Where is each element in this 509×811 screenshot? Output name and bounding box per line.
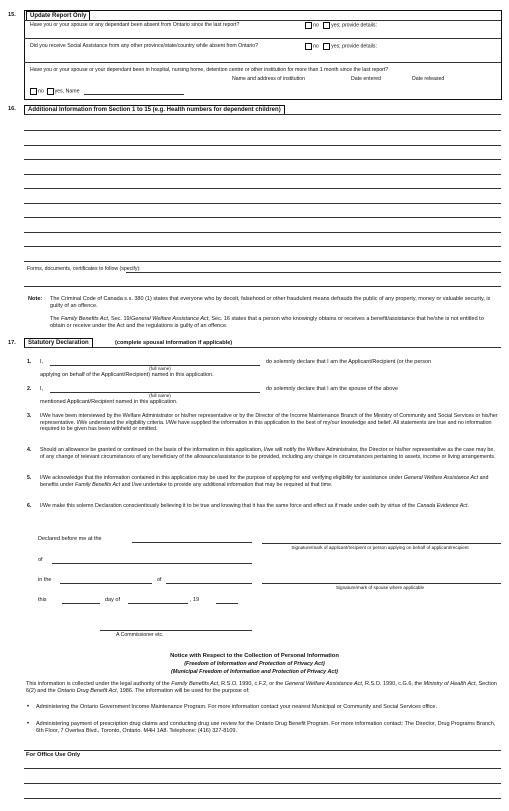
item-3-text: I/We have been interviewed by the Welfare Administrator or his/her representative or by the Director of the Income Maintenance Branch of the Ministry of Community and Social Services or his/her representative. I/We understand the eligibility criteria. I/We have supplied the information in this application to the best of my/our knowledge and belief. All statements are true and no information required to be given has been withheld or omitted. (40, 413, 498, 433)
q-institution: Have you or your spouse or your dependant been in hospital, nursing home, detention centre or other institution for more than 1 month since the last report? (30, 67, 389, 73)
item-1-i: I, (40, 359, 44, 365)
item-6-number: 6. (27, 503, 32, 509)
item-5-number: 5. (27, 475, 32, 481)
write-line[interactable] (24, 203, 501, 204)
checkbox-yes[interactable] (323, 22, 330, 29)
item-5-text: I/We acknowledge that the information contained in this application may be used for the purpose of applying for and verifying eligibility for assistance under General Welfare Assistance Act and benefits under Family Benefits Act and I/we undertake to provide any additional information that may be required at that time. (40, 475, 489, 488)
write-line[interactable] (24, 145, 501, 146)
commissioner-signature-line[interactable] (100, 630, 252, 631)
year-field[interactable] (216, 603, 238, 604)
q-absent-ontario: Have you or your spouse or any dependant been absent from Ontario since the last report? (30, 22, 240, 28)
day-of-label: day of (105, 597, 120, 603)
item-2-number: 2. (27, 386, 32, 392)
spouse-signature-caption: Signature/mark of spouse where applicable (335, 585, 425, 590)
item-2-text: do solemnly declare that I am the spouse of the above (266, 386, 399, 392)
section-16-number: 16. (8, 106, 16, 112)
bullet-icon: • (27, 704, 30, 710)
checkbox-yes[interactable] (47, 88, 54, 95)
forms-to-follow-label: Forms, documents, certificates to follow (specify): (27, 266, 141, 272)
q-institution-options: no yes, Name (30, 88, 79, 95)
note-criminal-code: The Criminal Code of Canada s.s. 380 (1) states that everyone who by deceit, falsehood or other fraudulent means defrauds the public of any property, money or valuable security, is guilty of an offence. (50, 296, 491, 309)
in-the-label: in the (38, 577, 52, 583)
section-16-title: Additional Information from Section 1 to 15 (e.g. Health numbers for dependent children) (24, 105, 285, 115)
office-use-title: For Office Use Only (26, 752, 81, 758)
section-17-title: Statutory Declaration (24, 338, 93, 348)
bullet-icon: • (27, 721, 30, 727)
notice-subtitle-2: (Municipal Freedom of Information and Protection of Privacy Act) (171, 669, 338, 675)
full-name-caption-2: (full name) (149, 393, 171, 398)
item-2-i: I, (40, 386, 44, 392)
notice-bullet-2: Administering payment of prescription drug claims and conducting drug use review for the Ontario Drug Benefit Program. For more information contact: The Director, Drug Programs Branch, 6th Floor, 7 Overlea Blvd., Toronto, Ontario. M4H 1A8. Telephone: (416) 327-8109. (36, 721, 496, 734)
q-absent-ontario-options: no yes; provide details: (305, 22, 377, 29)
of-field-2[interactable] (166, 583, 252, 584)
q-social-assistance: Did you receive Social Assistance from any other province/state/country while absent from Ontario? (30, 43, 259, 49)
item-1-text: do solemnly declare that I am the Applicant/Recipient (or the person (266, 359, 432, 365)
notice-bullet-1: Administering the Ontario Government Income Maintenance Program. For more information contact your nearest Municipal or Community and Social Services office. (36, 704, 437, 710)
month-field[interactable] (128, 603, 188, 604)
full-name-caption-1: (full name) (149, 366, 171, 371)
commissioner-caption: A Commissioner etc. (116, 632, 164, 638)
applicant-signature-caption: Signature/mark of applicant/recipient or person applying on behalf of applicant/recipient (291, 545, 469, 550)
name-field[interactable] (84, 94, 184, 95)
write-line[interactable] (24, 246, 501, 247)
notice-title: Notice with Respect to the Collection of Personal Information (170, 653, 339, 659)
write-line[interactable] (24, 232, 501, 233)
in-the-field[interactable] (60, 583, 152, 584)
q-social-assistance-options: no yes; provide details: (305, 43, 377, 50)
item-1-number: 1. (27, 359, 32, 365)
day-field[interactable] (62, 603, 100, 604)
declared-place-field[interactable] (132, 542, 252, 543)
col-date-entered: Date entered (351, 76, 381, 82)
item-3-number: 3. (27, 413, 32, 419)
col-institution-name: Name and address of institution (232, 76, 305, 82)
note-benefits-act: The Family Benefits Act, Sec. 19/General Welfare Assistance Act, Sec. 16 states that a person who knowingly obtains or receives a benefit/assistance that he/she is not entitled to obtain or receive under the Act and the regulations is guilty of an offence. (50, 316, 484, 329)
item-4-text: Should an allowance be granted or continued on the basis of the information in this application, I/we will notify the Welfare Administrator, the Director or his/her representative as the case may be, of any change of relevant circumstances of any beneficiary of the allowance/assistance to be provided, including any change in circumstances pertaining to assets, income or living arrangements. (40, 447, 496, 460)
year-label: , 19 (190, 597, 200, 603)
write-line[interactable] (24, 159, 501, 160)
write-line[interactable] (24, 217, 501, 218)
checkbox-no[interactable] (305, 22, 312, 29)
section-15-number: 15. (8, 12, 16, 18)
write-line[interactable] (24, 261, 501, 262)
notice-paragraph: This information is collected under the legal authority of the Family Benefits Act, R.S.O. 1990, c.F.2, or the General Welfare Assistance Act, R.S.O. 1990, c.G.6, the Ministry of Health Act, Section 6(2) and the Ontario Drug Benefit Act, 1986. The information will be used for the purpose of: (26, 681, 497, 694)
this-label: this (38, 597, 47, 603)
declared-before-label: Declared before me at the (38, 536, 102, 542)
item-6-text: I/We make this solemn Declaration conscientiously believing it to be true and knowing that it has the same force and effect as if made under oath by virtue of the Canada Evidence Act. (40, 503, 469, 509)
forms-field[interactable] (126, 272, 501, 273)
write-line[interactable] (24, 130, 501, 131)
col-date-released: Date released (412, 76, 445, 82)
checkbox-no[interactable] (305, 43, 312, 50)
item-4-number: 4. (27, 447, 32, 453)
section-15-title: Update Report Only (26, 11, 90, 21)
of-label: of (38, 557, 43, 563)
checkbox-no[interactable] (30, 88, 37, 95)
section-17-number: 17. (8, 340, 16, 346)
section-17-subtitle: (complete spousal information if applicable) (115, 340, 233, 346)
applicant-signature-line[interactable] (262, 543, 501, 544)
item-1-text-2: applying on behalf of the Applicant/Recipient) named in this application. (40, 372, 214, 378)
checkbox-yes[interactable] (323, 43, 330, 50)
of-label-2: of (157, 577, 162, 583)
notice-subtitle-1: (Freedom of Information and Protection of Privacy Act) (184, 661, 325, 667)
spouse-signature-line[interactable] (262, 583, 501, 584)
write-line[interactable] (24, 188, 501, 189)
of-field[interactable] (52, 563, 252, 564)
item-2-text-2: mentioned Applicant/Recipient named in this application. (40, 399, 178, 405)
write-line[interactable] (24, 174, 501, 175)
note-label: Note: (28, 296, 43, 302)
